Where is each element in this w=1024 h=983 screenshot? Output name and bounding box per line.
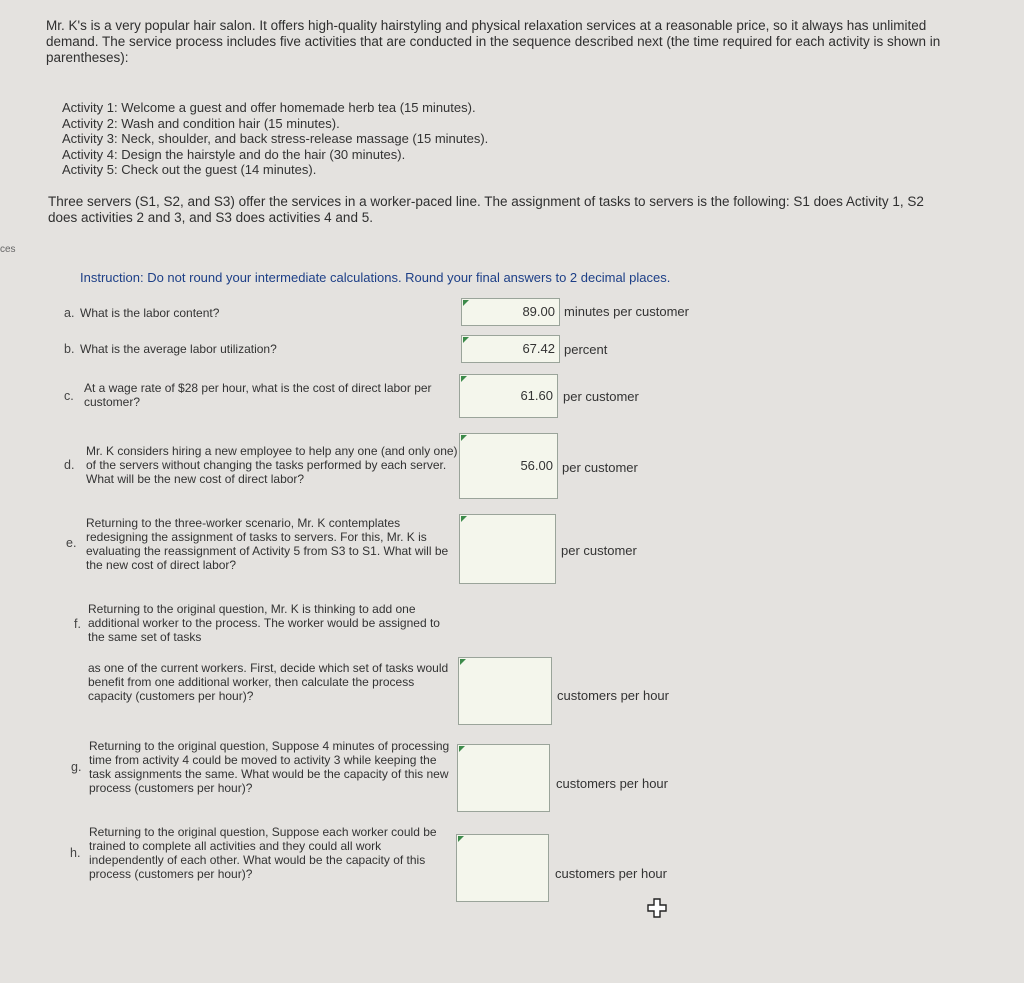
unit-g: customers per hour: [556, 776, 668, 791]
question-letter-d: d.: [64, 458, 75, 472]
answer-input-g[interactable]: [457, 744, 550, 812]
answer-input-b[interactable]: [461, 335, 560, 363]
question-letter-b: b.: [64, 342, 75, 356]
question-letter-c: c.: [64, 389, 74, 403]
unit-a: minutes per customer: [564, 304, 689, 319]
unit-c: per customer: [563, 389, 639, 404]
unit-h: customers per hour: [555, 866, 667, 881]
status-marker: [461, 516, 467, 522]
activity-item: Activity 5: Check out the guest (14 minutes).: [62, 162, 317, 177]
answer-input-d[interactable]: [459, 433, 558, 499]
status-marker: [463, 300, 469, 306]
question-letter-e: e.: [66, 536, 77, 550]
unit-f: customers per hour: [557, 688, 669, 703]
question-letter-a: a.: [64, 306, 75, 320]
side-text-fragment: ces: [0, 244, 16, 255]
status-marker: [460, 659, 466, 665]
question-f-text-cont: as one of the current workers. First, decide which set of tasks would benefit from one additional worker, then calculate the process capacity (customers per hour)?: [88, 661, 449, 703]
answer-input-c[interactable]: [459, 374, 558, 418]
activity-item: Activity 3: Neck, shoulder, and back stress-release massage (15 minutes).: [62, 131, 489, 146]
question-a-text: What is the labor content?: [80, 306, 220, 320]
answer-value-c: 61.60: [520, 388, 553, 403]
status-marker: [461, 435, 467, 441]
question-letter-f: f.: [74, 617, 81, 631]
status-marker: [461, 376, 467, 382]
servers-description: Three servers (S1, S2, and S3) offer the services in a worker-paced line. The assignment of tasks to servers is the following: S1 does Activity 1, S2 does activities 2 and 3, and S3 does activities 4 and 5.: [48, 194, 924, 225]
problem-intro: Mr. K's is a very popular hair salon. It offers high-quality hairstyling and physical relaxation services at a reasonable price, so it always has unlimited demand. The service process includes five activities that are conducted in the sequence described next (the time required for each activity is shown in parentheses):: [46, 18, 941, 65]
question-b-text: What is the average labor utilization?: [80, 342, 277, 356]
answer-input-h[interactable]: [456, 834, 549, 902]
answer-input-a[interactable]: [461, 298, 560, 326]
question-h-text: Returning to the original question, Suppose each worker could be trained to complete all activities and they could all work independently of each other. What would be the capacity of this process (customers per hour)?: [89, 825, 437, 881]
question-e-text: Returning to the three-worker scenario, Mr. K contemplates redesigning the assignment of tasks to servers. For this, Mr. K is evaluating the reassignment of Activity 5 from S3 to S1. What will be the new cost of direct labor?: [86, 516, 449, 572]
unit-e: per customer: [561, 543, 637, 558]
activity-item: Activity 2: Wash and condition hair (15 minutes).: [62, 115, 340, 131]
unit-d: per customer: [562, 460, 638, 475]
activity-item: Activity 4: Design the hairstyle and do the hair (30 minutes).: [62, 146, 406, 162]
status-marker: [459, 746, 465, 752]
cursor-crosshair-icon: [647, 898, 667, 918]
question-f-text: Returning to the original question, Mr. K is thinking to add one additional worker to the process. The worker would be assigned to the same set of tasks: [88, 602, 440, 644]
instruction-text: Instruction: Do not round your intermediate calculations. Round your final answers to 2 decimal places.: [80, 270, 671, 285]
answer-input-f[interactable]: [458, 657, 552, 725]
question-g-text: Returning to the original question, Suppose 4 minutes of processing time from activity 4 could be moved to activity 3 while keeping the task assignments the same. What would be the capacity of this new process (customers per hour)?: [89, 739, 450, 795]
unit-b: percent: [564, 342, 608, 357]
status-marker: [458, 836, 464, 842]
activity-item: Activity 1: Welcome a guest and offer homemade herb tea (15 minutes).: [62, 100, 476, 115]
question-c-text: At a wage rate of $28 per hour, what is the cost of direct labor per customer?: [84, 381, 432, 409]
answer-value-a: 89.00: [522, 304, 555, 319]
answer-value-b: 67.42: [522, 341, 555, 356]
question-letter-g: g.: [71, 760, 82, 774]
answer-value-d: 56.00: [520, 458, 553, 473]
question-letter-h: h.: [70, 846, 81, 860]
status-marker: [463, 337, 469, 343]
question-d-text: Mr. K considers hiring a new employee to help any one (and only one) of the servers without changing the tasks performed by each server. What will be the new cost of direct labor?: [86, 444, 458, 486]
activity-list: [62, 100, 488, 178]
answer-input-e[interactable]: [459, 514, 556, 584]
